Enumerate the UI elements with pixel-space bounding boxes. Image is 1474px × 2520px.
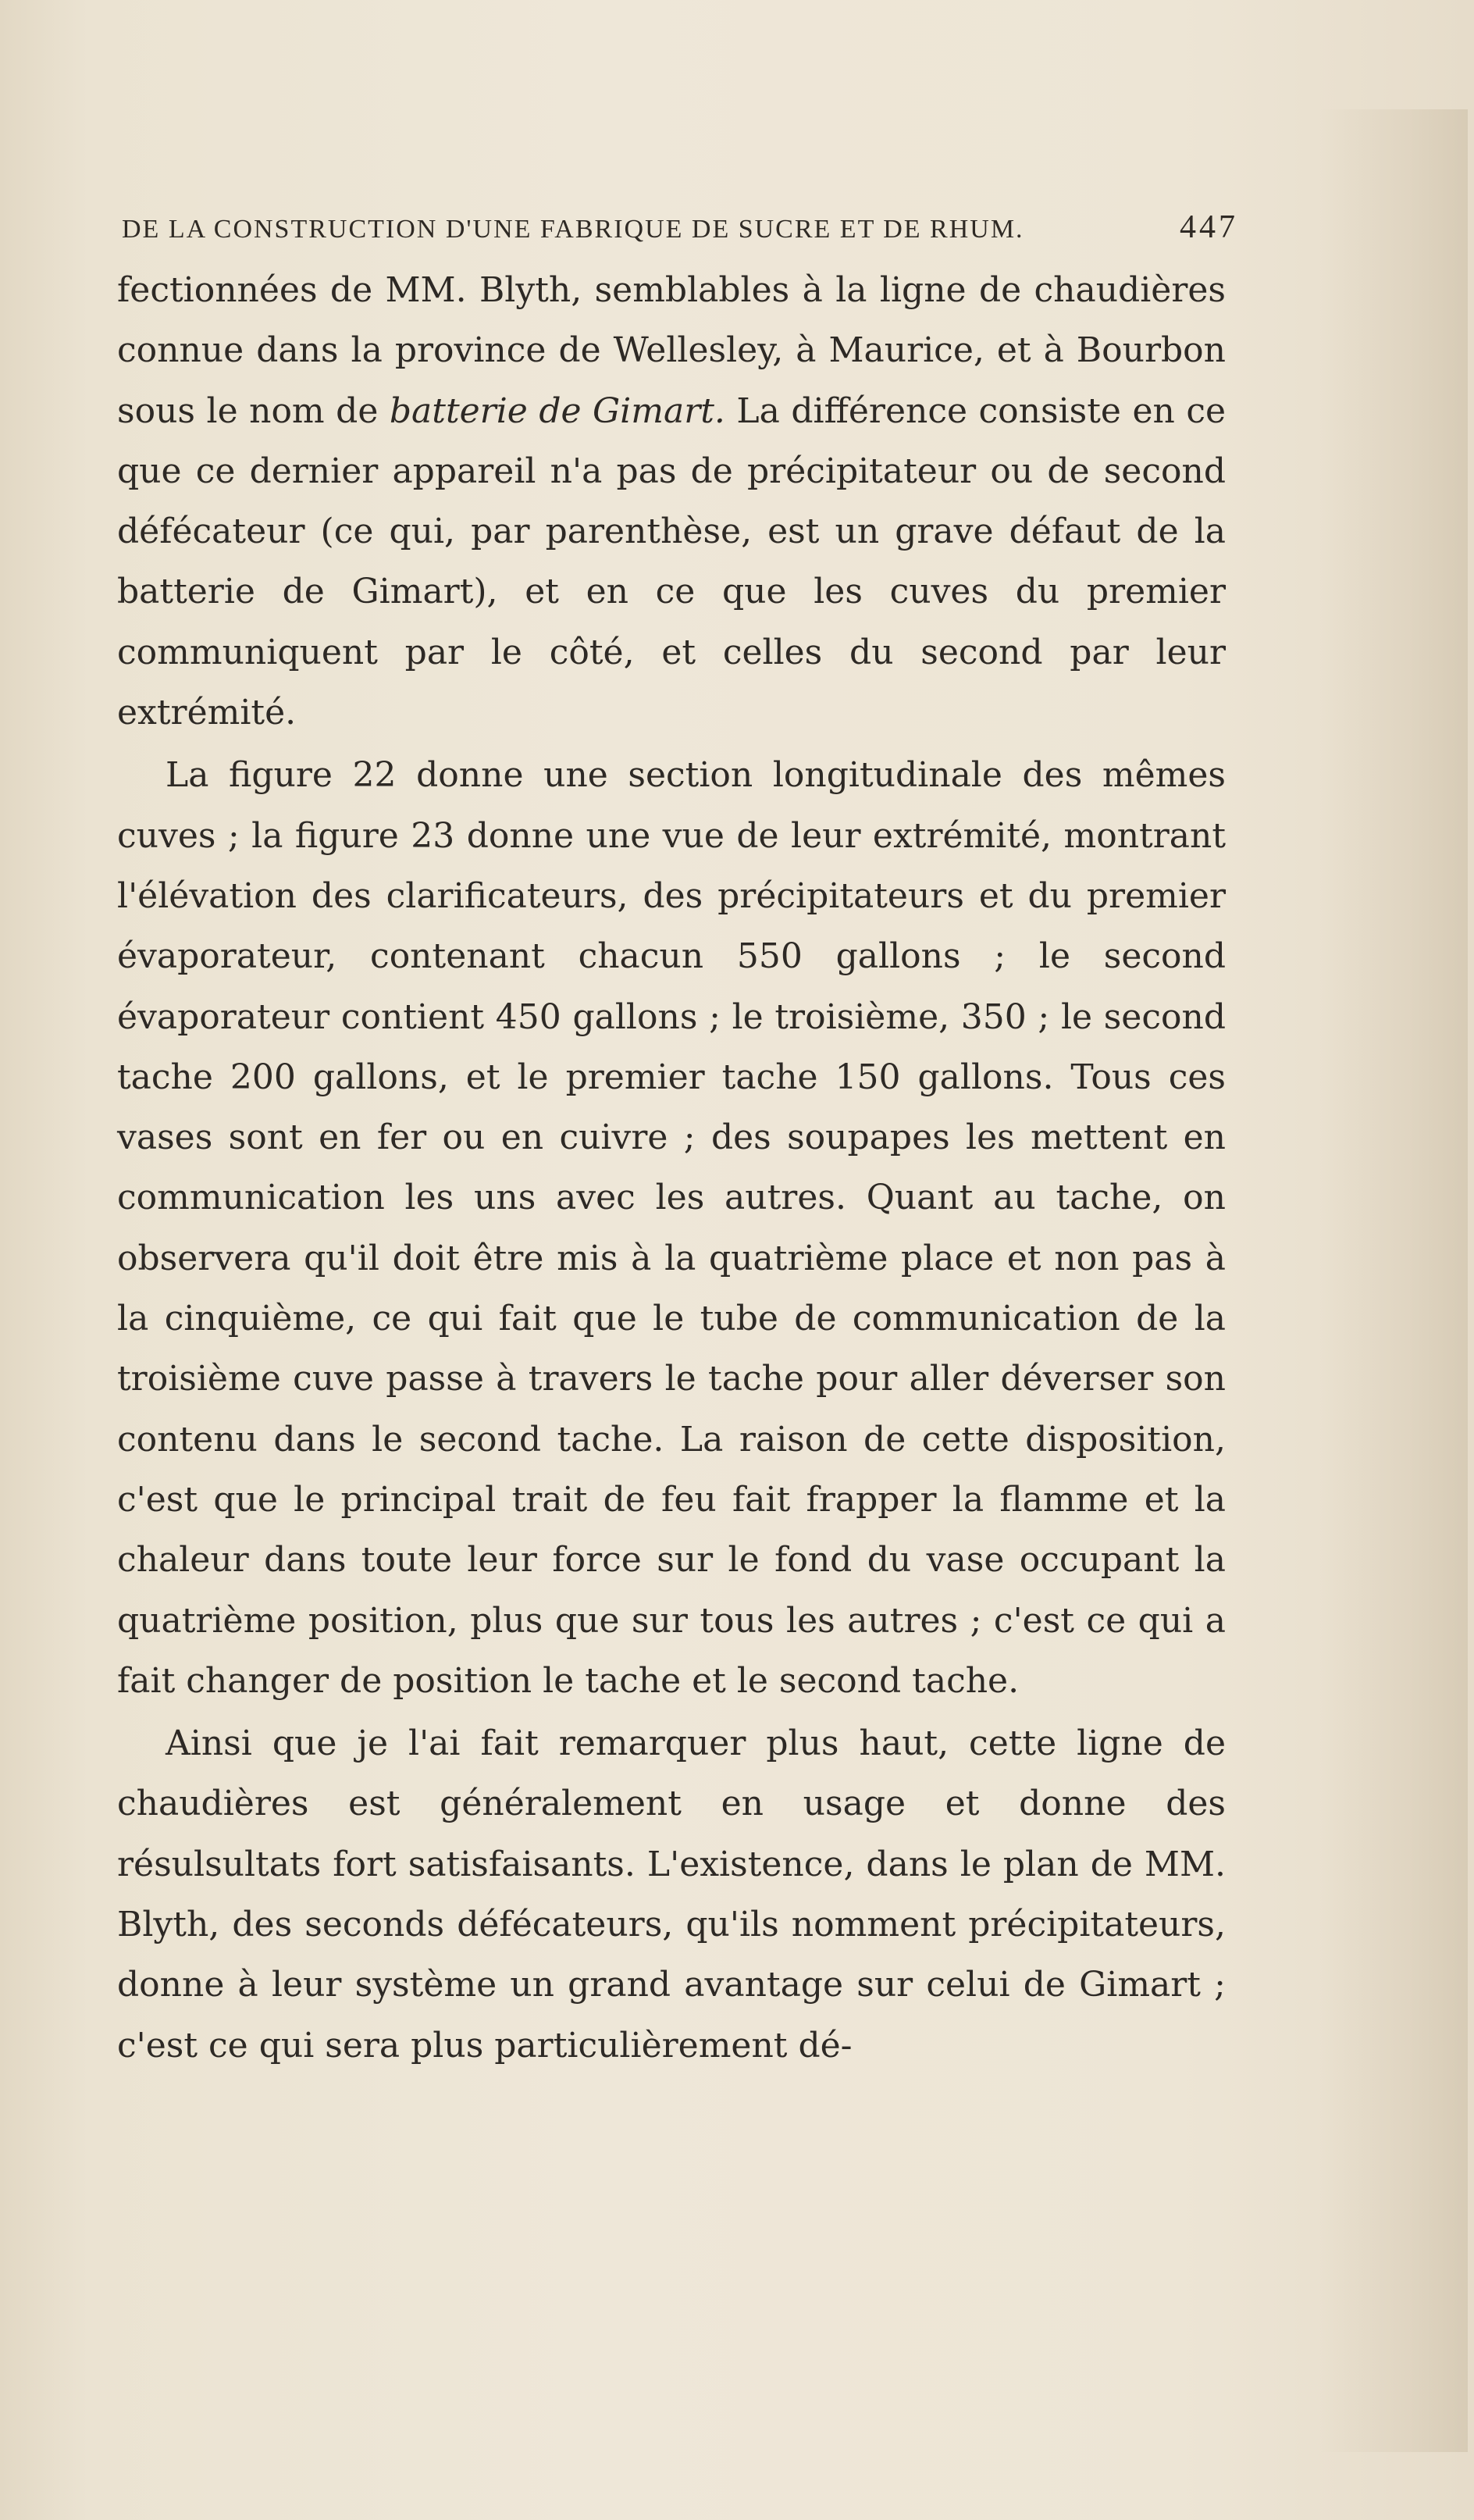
paragraph-text: La différence consiste en ce que ce dernier appareil n'a pas de précipitateur ou de second défécateur (ce qui, par parenthèse, est un grave défaut de la batterie de Gimart), et en ce que les cuves du premier communiquent par le côté, et celles du second par leur extrémité. xyxy=(117,390,1227,733)
paragraph-text: fectionnées de MM. Blyth, semblables à la ligne de chaudières connue dans la province de Wellesley, à Maurice, et à Bourbon sous le nom de xyxy=(117,270,1226,431)
paper-edge-stain xyxy=(1319,109,1468,2452)
paragraph: La figure 22 donne une section longitudinale des mêmes cuves ; la figure 23 donne une vue de leur extrémité, montrant l'élévation des clarificateurs, des précipitateurs et du premier évaporateur, contenant chacun 550 gallons ; le second évaporateur contient 450 gallons ; le troisième, 350 ; le second tache 200 gallons, et le premier tache 150 gallons. Tous ces vases sont en fer ou en cuivre ; des soupapes les mettent en communication les uns avec les autres. Quant au tache, on observera qu'il doit être mis à la quatrième place et non pas à la cinquième, ce qui fait que le tube de communication de la troisième cuve passe à travers le tache pour aller déverser son contenu dans le second tache. La raison de cette disposition, c'est que le principal trait de feu fait frapper la flamme et la chaleur dans toute leur force sur le fond du vase occupant la quatrième position, plus que sur tous les autres ; c'est ce qui a fait changer de position le tache et le second tache. xyxy=(117,755,1226,1701)
body-text xyxy=(117,260,1226,2076)
paragraph-continued xyxy=(117,260,1226,743)
italic-term: batterie de Gimart. xyxy=(389,390,725,431)
book-page xyxy=(117,199,1238,2076)
running-head xyxy=(117,199,1238,246)
running-title: DE LA CONSTRUCTION D'UNE FABRIQUE DE SUCRE ET DE RHUM. xyxy=(122,215,1024,244)
paragraph: Ainsi que je l'ai fait remarquer plus haut, cette ligne de chaudières est généralement en usage et donne des résulsultats fort satisfaisants. L'existence, dans le plan de MM. Blyth, des seconds défécateurs, qu'ils nomment précipitateurs, donne à leur système un grand avantage sur celui de Gimart ; c'est ce qui sera plus particulièrement dé- xyxy=(117,1723,1226,2066)
page-number: 447 xyxy=(1180,209,1238,245)
